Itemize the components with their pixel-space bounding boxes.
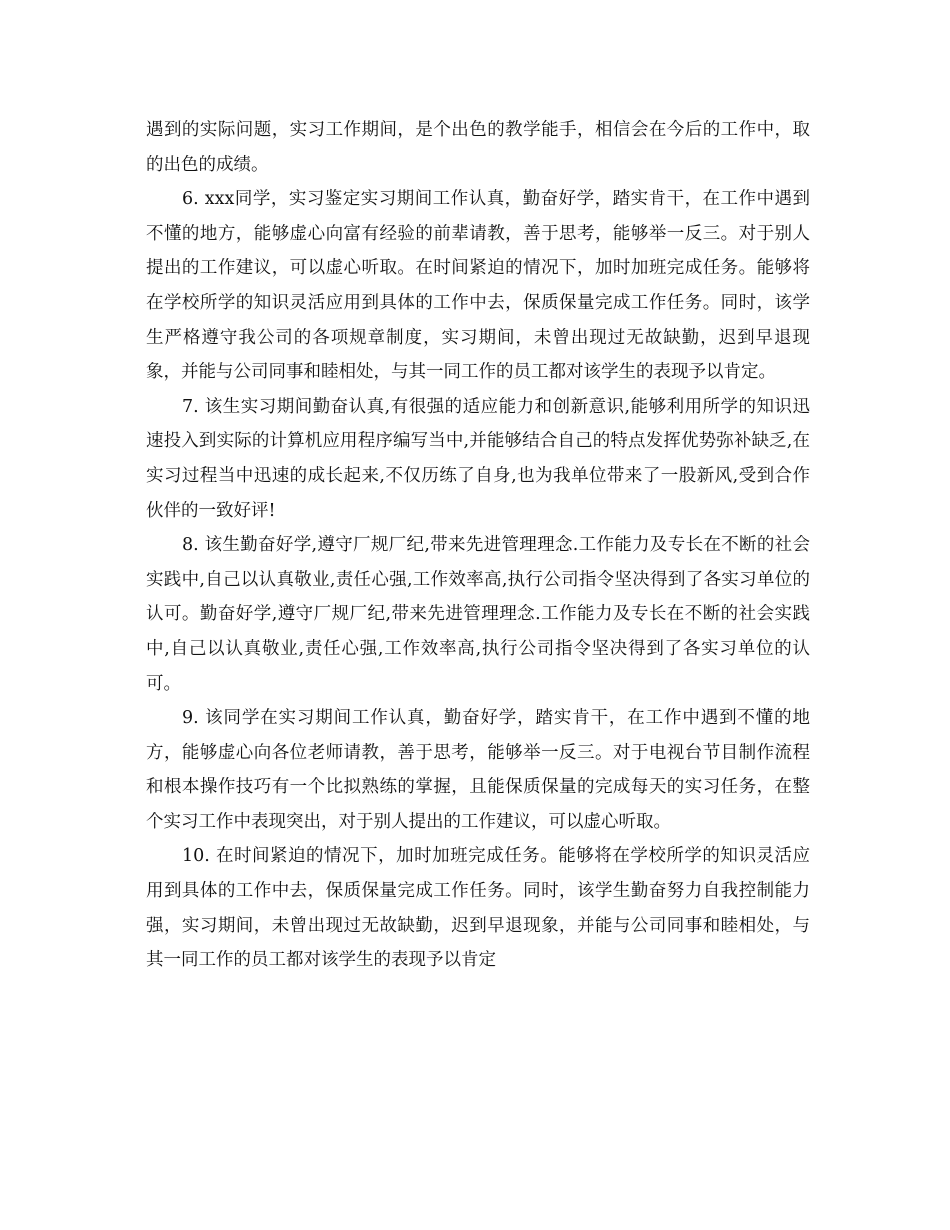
paragraph-10 bbox=[146, 839, 810, 977]
paragraph-number: 7. bbox=[182, 396, 199, 417]
paragraph-continued bbox=[146, 113, 810, 182]
paragraph-number: 8. bbox=[182, 535, 199, 556]
paragraph-number: 9. bbox=[182, 708, 199, 729]
paragraph-text: xxx同学，实习鉴定实习期间工作认真，勤奋好学，踏实肯干，在工作中遇到不懂的地方，能够虚心向富有经验的前辈请教，善于思考，能够举一反三。对于别人提出的工作建议，可以虚心听取。在时间紧迫的情况下，加时加班完成任务。能够将在学校所学的知识灵活应用到具体的工作中去，保质保量完成工作任务。同时，该学生严格遵守我公司的各项规章制度，实习期间，未曾出现过无故缺勤，迟到早退现象，并能与公司同事和睦相处，与其一同工作的员工都对该学生的表现予以肯定。 bbox=[146, 189, 810, 383]
paragraph-7 bbox=[146, 390, 810, 528]
paragraph-text: 该生实习期间勤奋认真,有很强的适应能力和创新意识,能够利用所学的知识迅速投入到实际的计算机应用程序编写当中,并能够结合自己的特点发挥优势弥补缺乏,在实习过程当中迅速的成长起来,不仅历练了自身,也为我单位带来了一股新风,受到合作伙伴的一致好评! bbox=[146, 396, 810, 521]
paragraph-number: 6. bbox=[182, 189, 199, 210]
paragraph-text: 该生勤奋好学,遵守厂规厂纪,带来先进管理理念.工作能力及专长在不断的社会实践中,自己以认真敬业,责任心强,工作效率高,执行公司指令坚决得到了各实习单位的认可。勤奋好学,遵守厂规厂纪,带来先进管理理念.工作能力及专长在不断的社会实践中,自己以认真敬业,责任心强,工作效率高,执行公司指令坚决得到了各实习单位的认可。 bbox=[146, 535, 810, 694]
paragraph-8 bbox=[146, 528, 810, 701]
document-body bbox=[146, 113, 810, 978]
paragraph-text: 该同学在实习期间工作认真，勤奋好学，踏实肯干，在工作中遇到不懂的地方，能够虚心向各位老师请教，善于思考，能够举一反三。对于电视台节目制作流程和根本操作技巧有一个比拟熟练的掌握，且能保质保量的完成每天的实习任务，在整个实习工作中表现突出，对于别人提出的工作建议，可以虚心听取。 bbox=[146, 708, 810, 832]
paragraph-6 bbox=[146, 182, 810, 390]
paragraph-9 bbox=[146, 701, 810, 839]
paragraph-text: 遇到的实际问题，实习工作期间，是个出色的教学能手，相信会在今后的工作中，取的出色的成绩。 bbox=[146, 120, 810, 175]
paragraph-text: 在时间紧迫的情况下，加时加班完成任务。能够将在学校所学的知识灵活应用到具体的工作中去，保质保量完成工作任务。同时，该学生勤奋努力自我控制能力强，实习期间，未曾出现过无故缺勤，迟到早退现象，并能与公司同事和睦相处，与其一同工作的员工都对该学生的表现予以肯定 bbox=[146, 846, 810, 971]
paragraph-number: 10. bbox=[182, 846, 210, 867]
